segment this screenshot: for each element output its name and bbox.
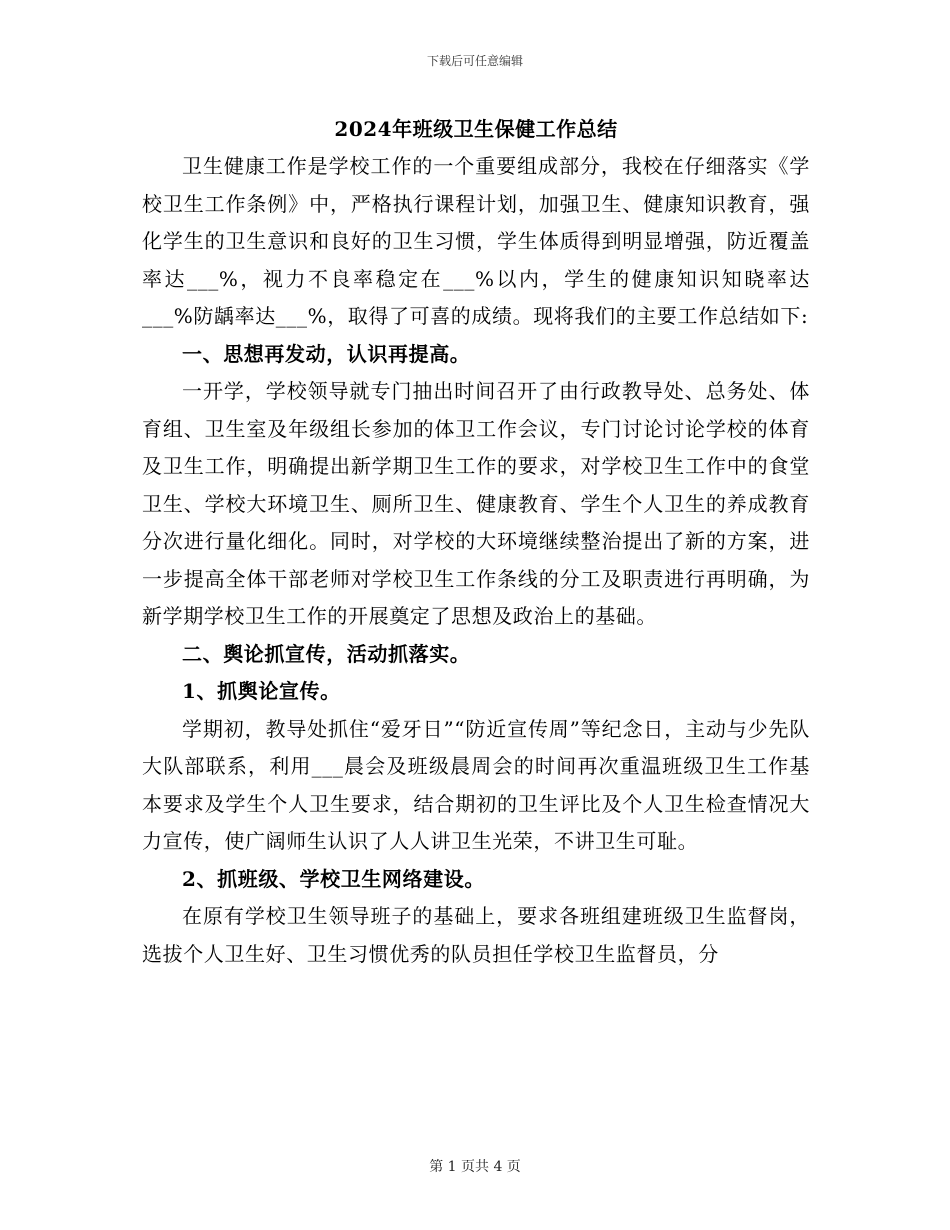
section-heading-2: 二、舆论抓宣传，活动抓落实。: [182, 641, 471, 666]
section-heading-1: 一、思想再发动，认识再提高。: [182, 341, 471, 366]
page-number: 第 1 页共 4 页: [429, 1159, 521, 1175]
paragraph-section-1: 一开学，学校领导就专门抽出时间召开了由行政教导处、总务处、体育组、卫生室及年级组长参加的体卫工作会议，专门讨论讨论学校的体育及卫生工作，明确提出新学期卫生工作的要求，对学校卫生工作中的食堂卫生、学校大环境卫生、厕所卫生、健康教育、学生个人卫生的养成教育分次进行量化细化。同时，对学校的大环境继续整治提出了新的方案，进一步提高全体干部老师对学校卫生工作条线的分工及职责进行再明确，为新学期学校卫生工作的开展奠定了思想及政治上的基础。: [142, 379, 810, 628]
subsection-heading-2-1: 1、抓舆论宣传。: [182, 679, 341, 703]
page-header-note: 下载后可任意编辑: [426, 54, 523, 68]
paragraph-subsection-2-2: 在原有学校卫生领导班子的基础上，要求各班组建班级卫生监督岗，选拔个人卫生好、卫生习惯优秀的队员担任学校卫生监督员，分: [142, 904, 810, 966]
subsection-heading-2-2: 2、抓班级、学校卫生网络建设。: [182, 866, 485, 891]
paragraph-subsection-2-1: 学期初，教导处抓住“爱牙日”“防近宣传周”等纪念日，主动与少先队大队部联系，利用___晨会及班级晨周会的时间再次重温班级卫生工作基本要求及学生个人卫生要求，结合期初的卫生评比及个人卫生检查情况大力宣传，使广阔师生认识了人人讲卫生光荣，不讲卫生可耻。: [142, 716, 810, 853]
paragraph-intro: 卫生健康工作是学校工作的一个重要组成部分，我校在仔细落实《学校卫生工作条例》中，严格执行课程计划，加强卫生、健康知识教育，强化学生的卫生意识和良好的卫生习惯，学生体质得到明显增强，防近覆盖率达___%，视力不良率稳定在___%以内，学生的健康知识知晓率达___%防龋率达___%，取得了可喜的成绩。现将我们的主要工作总结如下:: [142, 154, 810, 328]
document-title: 2024年班级卫生保健工作总结: [334, 117, 618, 141]
document-page: [142, 112, 810, 973]
